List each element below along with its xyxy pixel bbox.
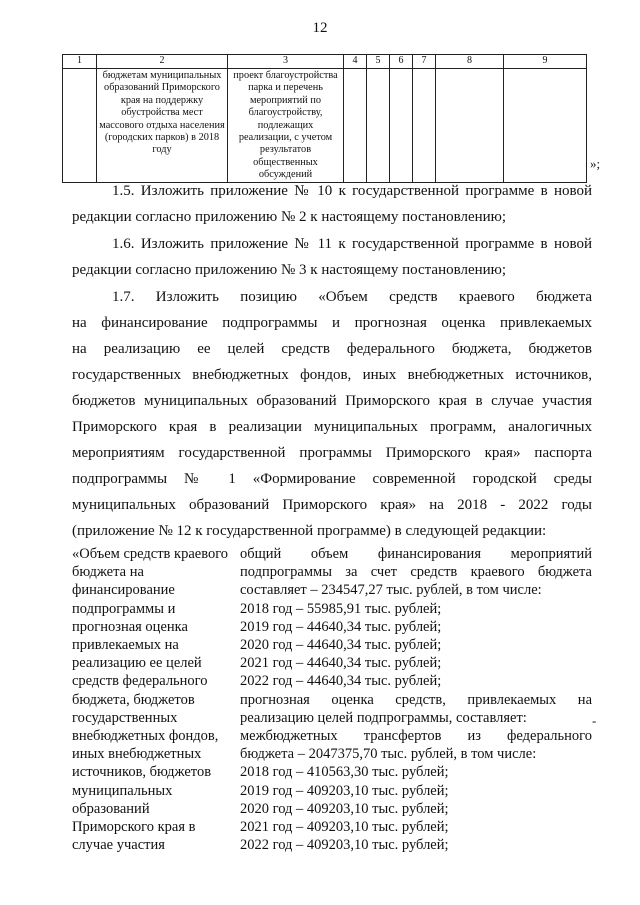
- paragraph-line: (приложение № 12 к государственной программе) в следующей редакции:: [72, 523, 547, 539]
- value-line: общий объем финансирования мероприятий: [240, 546, 592, 562]
- table-header-cell: 5: [367, 55, 390, 69]
- value-line: 2018 год – 55985,91 тыс. рублей;: [240, 600, 442, 617]
- paragraph-lines: [72, 284, 592, 518]
- value-line: подпрограммы за счет средств краевого бюджета: [240, 564, 592, 581]
- paragraph-line: Приморского края в реализации муниципальных программ, аналогичных: [72, 419, 592, 435]
- paragraph-line: государственных внебюджетных фондов, иных внебюджетных источников,: [72, 367, 592, 383]
- table-header-cell: 6: [390, 55, 413, 69]
- label-line: внебюджетных фондов,: [72, 728, 219, 745]
- paragraph-line: редакции согласно приложению № 3 к настоящему постановлению;: [72, 262, 507, 278]
- table-cell: [63, 69, 97, 183]
- table-cell: [344, 69, 367, 183]
- table-header-cell: 3: [228, 55, 344, 69]
- value-line: 2021 год – 409203,10 тыс. рублей;: [240, 819, 449, 836]
- value-line: 2018 год – 410563,30 тыс. рублей;: [240, 764, 449, 781]
- paragraph-1-6: [72, 231, 592, 283]
- label-line: финансирование: [72, 582, 175, 599]
- table-row: [63, 69, 587, 183]
- table-header-cell: 2: [97, 55, 228, 69]
- value-line: 2022 год – 44640,34 тыс. рублей;: [240, 673, 442, 690]
- paragraph-1-7: [72, 284, 592, 544]
- label-line: образований: [72, 800, 150, 817]
- paragraph-line: муниципальных образований Приморского края» на 2018 - 2022 годы: [72, 497, 592, 513]
- table-cell: [390, 69, 413, 183]
- table-cell: [413, 69, 436, 183]
- label-line: бюджета на: [72, 564, 144, 581]
- paragraph-1-5: [72, 178, 592, 230]
- paragraph-line: подпрограммы № 1 «Формирование современной городской среды: [72, 471, 592, 487]
- paragraph-line: 1.7. Изложить позицию «Объем средств краевого бюджета: [112, 289, 592, 305]
- label-line: бюджета, бюджетов: [72, 691, 195, 708]
- table-header-row: [63, 55, 587, 69]
- table-cell-result: проект благоустройства парка и перечень мероприятий по благоустройству, подлежащих реализации, с учетом результатов общественных обсуждений: [228, 69, 344, 183]
- value-line: межбюджетных трансфертов из федерального: [240, 728, 592, 745]
- label-line: реализацию ее целей: [72, 655, 202, 672]
- label-line: привлекаемых на: [72, 637, 179, 654]
- stray-mark: -: [592, 713, 597, 728]
- table-header-cell: 1: [63, 55, 97, 69]
- value-line: 2022 год – 409203,10 тыс. рублей;: [240, 837, 449, 854]
- position-value: [240, 545, 592, 854]
- table-cell: [367, 69, 390, 183]
- label-line: средств федерального: [72, 673, 208, 690]
- table-header-cell: 4: [344, 55, 367, 69]
- label-line: прогнозная оценка: [72, 618, 188, 635]
- value-line: 2021 год – 44640,34 тыс. рублей;: [240, 655, 442, 672]
- value-line: 2019 год – 409203,10 тыс. рублей;: [240, 782, 449, 799]
- label-line: иных внебюджетных: [72, 746, 202, 763]
- label-line: государственных: [72, 709, 178, 726]
- paragraph-line: бюджетов муниципальных образований Приморского края в случае участия: [72, 393, 592, 409]
- paragraph-line: на финансирование подпрограммы и прогнозная оценка привлекаемых: [72, 315, 592, 331]
- value-line: прогнозная оценка средств, привлекаемых на: [240, 691, 592, 708]
- table-cell: [504, 69, 587, 183]
- label-line: случае участия: [72, 837, 165, 854]
- page-number: 12: [312, 20, 328, 36]
- value-line: 2020 год – 409203,10 тыс. рублей;: [240, 800, 449, 817]
- table-cell-description: бюджетам муниципальных образований Приморского края на поддержку обустройства мест массового отдыха населения (городских парков) в 2018 году: [97, 69, 228, 183]
- value-line: 2020 год – 44640,34 тыс. рублей;: [240, 637, 442, 654]
- value-line: 2019 год – 44640,34 тыс. рублей;: [240, 618, 442, 635]
- value-line: составляет – 234547,27 тыс. рублей, в том числе:: [240, 582, 542, 599]
- label-line: муниципальных: [72, 782, 173, 799]
- paragraph-line: мероприятиям государственной программы Приморского края» паспорта: [72, 445, 592, 461]
- paragraph-line: редакции согласно приложению № 2 к настоящему постановлению;: [72, 209, 507, 225]
- label-line: Приморского края в: [72, 819, 196, 836]
- table-closing-quote: »;: [590, 156, 601, 171]
- paragraph-line: 1.5. Изложить приложение № 10 к государственной программе в новой: [112, 183, 592, 199]
- table-header-cell: 7: [413, 55, 436, 69]
- paragraph-line: 1.6. Изложить приложение № 11 к государственной программе в новой: [112, 236, 592, 252]
- paragraph-line: на реализацию ее целей средств федерального бюджета, бюджетов: [72, 341, 592, 357]
- table-header-cell: 8: [436, 55, 504, 69]
- table-header-cell: 9: [504, 55, 587, 69]
- continuation-table: [62, 54, 587, 183]
- table-cell: [436, 69, 504, 183]
- value-line: бюджета – 2047375,70 тыс. рублей, в том числе:: [240, 746, 537, 763]
- label-line: подпрограммы и: [72, 600, 176, 617]
- label-line: источников, бюджетов: [72, 764, 212, 781]
- label-line: «Объем средств краевого: [72, 546, 229, 562]
- position-label: [72, 545, 242, 854]
- value-line: реализацию целей подпрограммы, составляет:: [240, 709, 527, 726]
